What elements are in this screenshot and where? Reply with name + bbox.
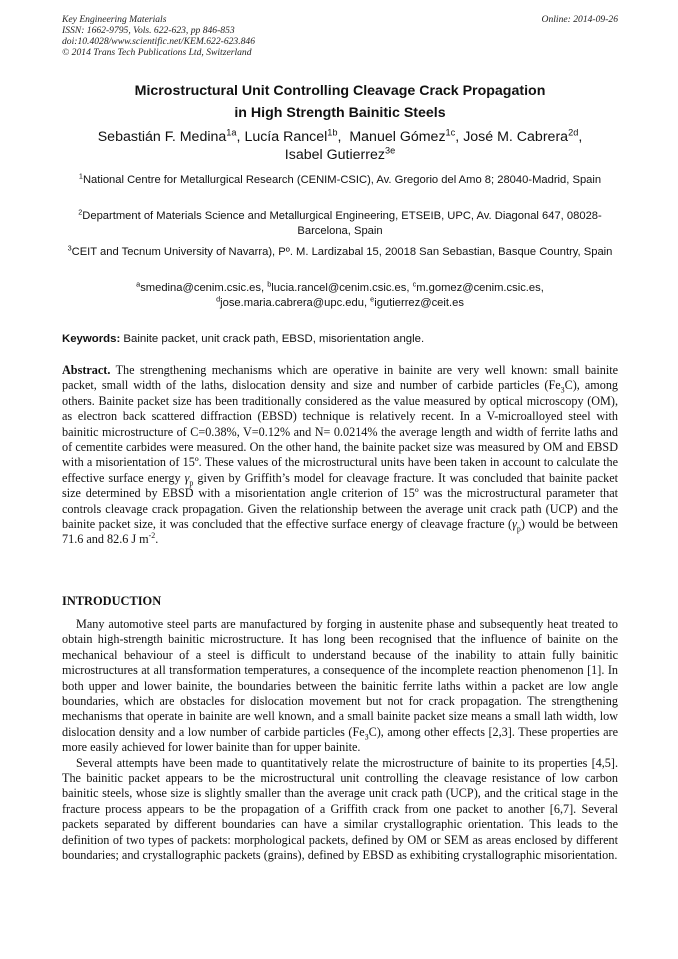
affiliation-number: 1 <box>78 171 83 181</box>
abstract-text: given by Griffith’s model for cleavage fracture. It was concluded that bainite packet size determined by EBSD with a misorientation angle criterion of 15º was the microstructural parameter that controls cleavage crack propagation. Given the relationship between the average unit crack path (UCP) and the bainite packet size, it was concluded that the effective surface energy of cleavage fracture ( <box>62 470 618 532</box>
keywords-text: Bainite packet, unit crack path, EBSD, misorientation angle. <box>120 333 425 345</box>
abstract-text: C), among others. Bainite packet size has been traditionally considered as the value measured by optical microscopy (OM), as electron back scattered diffraction (EBSD) technique is relatively recent. In a V-microalloyed steel with bainitic microstructure of C=0.38%, V=0.12% and N= 0.0214% the average length and width of ferrite laths and of cementite carbides were measured. On the other hand, the bainite packet size was measured by OM and EBSD with a misorientation of 15º. These values of the microstructural units have been taken in account to calculate the effective surface energy <box>62 378 619 485</box>
email-address[interactable]: m.gomez@cenim.csic.es <box>416 282 541 294</box>
author-list: Sebastián F. Medina$^{1a}$, Lucía Rancel$^{1b}$, Manuel Gómez$^{1c}$, José M. Cabrera$^{2d}$, Isabel Gutierrez$^{3e}$ <box>97 127 583 163</box>
author-affiliation-mark: 3e <box>384 145 396 156</box>
journal-header <box>62 14 618 58</box>
keywords-line <box>62 332 618 347</box>
journal-name: Key Engineering Materials <box>62 14 167 25</box>
author-name: José M. Cabrera <box>463 129 569 145</box>
title-line-1: Microstructural Unit Controlling Cleavage Crack Propagation <box>134 83 546 99</box>
author-name: Lucía Rancel <box>244 129 328 145</box>
paragraph-text: Several attempts have been made to quantitatively relate the microstructure of bainite to its properties [4,5]. The bainitic packet appears to be the microstructural unit controlling the cleavage resistance of low carbon bainitic steels, whose size is slightly smaller than the average unit crack path (UCP), and the critical stage in the fracture process appears to be the propagation of a Griffith crack from one packet to another [6,7]. Several packets separated by different boundaries can have a similar crystallographic orientation. This leads to the definition of two types of packets: morphological packets, defined by OM or SEM as areas enclosed by different boundaries; and crystallographic packets (grains), defined by EBSD as exhibiting crystallographic misorientation. <box>62 755 618 863</box>
affiliation-2 <box>60 209 620 239</box>
online-date: Online: 2014-09-26 <box>541 14 618 25</box>
abstract-text: . <box>155 532 159 547</box>
affiliation-text: National Centre for Metallurgical Research (CENIM-CSIC), Av. Gregorio del Amo 8; 28040-Madrid, Spain <box>82 174 602 186</box>
email-mark: a <box>136 279 141 289</box>
affiliation-text: CEIT and Tecnum University of Navarra), Pº. M. Lardizabal 15, 20018 San Sebastian, Basque Country, Spain <box>71 246 613 258</box>
gamma-symbol: γ <box>184 470 190 485</box>
author-affiliation-mark: 2d <box>568 127 579 138</box>
author-affiliation-mark: 1b <box>327 127 338 138</box>
email-address[interactable]: lucia.rancel@cenim.csic.es <box>271 282 407 294</box>
introduction-body <box>62 617 618 864</box>
paragraph-text: C), among other effects [2,3]. These properties are more easily achieved for lower bainite than for upper bainite. <box>62 724 618 755</box>
email-mark: b <box>267 279 272 289</box>
subscript: p <box>189 478 194 488</box>
author-name: Sebastián F. Medina <box>97 129 227 145</box>
superscript: -2 <box>148 531 156 541</box>
author-affiliation-mark: 1a <box>226 127 237 138</box>
author-name: Isabel Gutierrez <box>284 147 385 163</box>
doi-line: doi:10.4028/www.scientific.net/KEM.622-623.846 <box>62 36 256 47</box>
abstract-text: ) would be between 71.6 and 82.6 J m <box>62 517 618 547</box>
keywords-label: Keywords: <box>62 333 121 345</box>
author-affiliation-mark: 1c <box>445 127 456 138</box>
abstract-text: The strengthening mechanisms which are operative in bainite are very well known: small bainite packet, small width of the laths, dislocation density and size and number of carbide particles (Fe <box>62 363 618 393</box>
subscript: p <box>516 524 521 534</box>
affiliation-text: Department of Materials Science and Metallurgical Engineering, ETSEIB, UPC, Av. Diagonal 647, 08028-Barcelona, Spain <box>82 210 602 237</box>
email-mark: c <box>412 279 417 289</box>
section-heading: INTRODUCTION <box>62 594 162 608</box>
abstract-label: Abstract. <box>62 363 111 377</box>
subscript: 3 <box>364 732 369 742</box>
paper-title <box>62 80 618 124</box>
email-address[interactable]: smedina@cenim.csic.es <box>140 282 261 294</box>
paragraph <box>62 756 618 864</box>
author-name: Manuel Gómez <box>349 129 446 145</box>
title-line-2: in High Strength Bainitic Steels <box>234 105 446 121</box>
paragraph-text: Many automotive steel parts are manufactured by forging in austenite phase and subsequently heat treated to obtain high-strength bainitic microstructure. It has long been recognised that the influence of bainite on the mechanical behaviour of a steel is difficult to understand because of the inability to attain fully bainitic microstructures at all transformation temperatures, a consequence of the incomplete reaction phenomenon [1]. In both upper and lower bainite, the boundaries between the bainitic ferrite laths within a packet are low angle boundaries, which are obstacles for dislocation movement but not for crack propagation. The strengthening mechanisms that operate in bainite are well known, and a small bainite packet size means a small lath width, low dislocation density and a low number of carbide particles (Fe <box>62 617 618 739</box>
gamma-symbol: γ <box>512 517 517 532</box>
email-mark: e <box>370 294 375 304</box>
copyright-line: © 2014 Trans Tech Publications Ltd, Switzerland <box>62 47 252 58</box>
abstract <box>62 363 618 548</box>
affiliation-number: 2 <box>78 207 83 217</box>
subscript: 3 <box>560 385 565 395</box>
email-mark: d <box>216 294 221 304</box>
email-list: $^a$smedina@cenim.csic.es, $^b$lucia.rancel@cenim.csic.es, $^c$m.gomez@cenim.csic.es, $^d$jose.maria.cabrera@upc.edu, $^e$igutierrez@ceit.es <box>136 279 544 309</box>
email-address[interactable]: igutierrez@ceit.es <box>374 297 464 309</box>
affiliation-3 <box>62 245 618 260</box>
affiliation-number: 3 <box>67 243 72 253</box>
paragraph <box>62 617 618 756</box>
email-address[interactable]: jose.maria.cabrera@upc.edu <box>220 297 364 309</box>
affiliation-1 <box>62 173 618 188</box>
issn-line: ISSN: 1662-9795, Vols. 622-623, pp 846-853 <box>62 25 235 36</box>
